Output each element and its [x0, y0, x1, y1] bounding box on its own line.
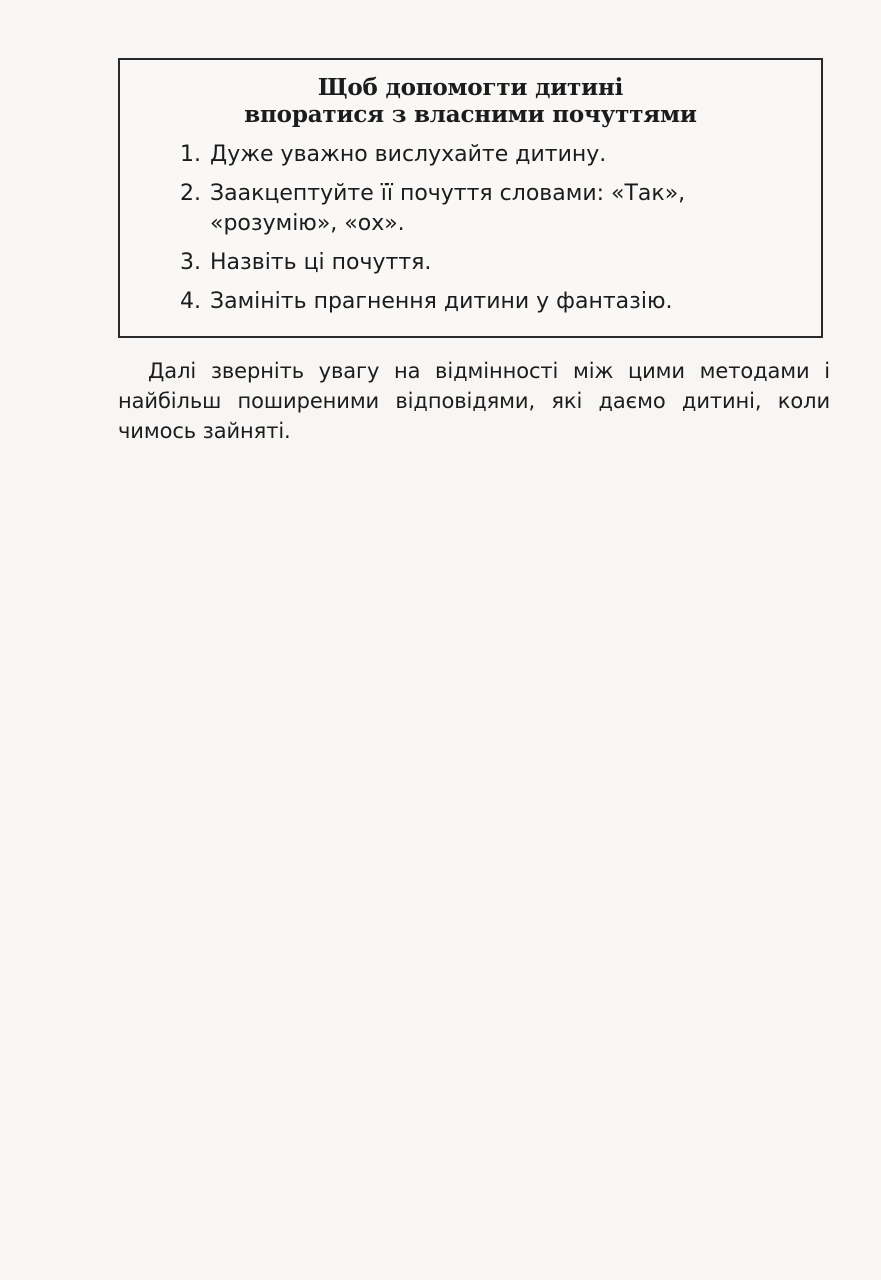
tip-box [118, 58, 823, 338]
steps-list [120, 140, 821, 317]
step-text: Дуже уважно вислухайте дитину. [210, 142, 607, 167]
step-text: Назвіть ці почуття. [210, 250, 432, 275]
step-text: Заакцептуйте її почуття словами: «Так», «розумію», «ох». [210, 181, 686, 236]
list-item [180, 248, 821, 278]
body-paragraph: Далі зверніть увагу на відмінності між цими методами і найбільш поширеними відповідями, які даємо дитині, коли чимось зайняті. [118, 359, 830, 443]
step-text: Замініть прагнення дитини у фантазію. [210, 289, 673, 314]
step-number: 3. [180, 250, 201, 275]
list-item [180, 179, 821, 239]
step-number: 4. [180, 289, 201, 314]
list-item [180, 140, 821, 170]
list-item [180, 287, 821, 317]
step-number: 2. [180, 181, 201, 206]
tip-box-title-line2: впоратися з власними почуттями [244, 101, 697, 128]
tip-box-title-line1: Щоб допомогти дитині [317, 74, 624, 101]
tip-box-title [120, 74, 821, 128]
step-number: 1. [180, 142, 201, 167]
